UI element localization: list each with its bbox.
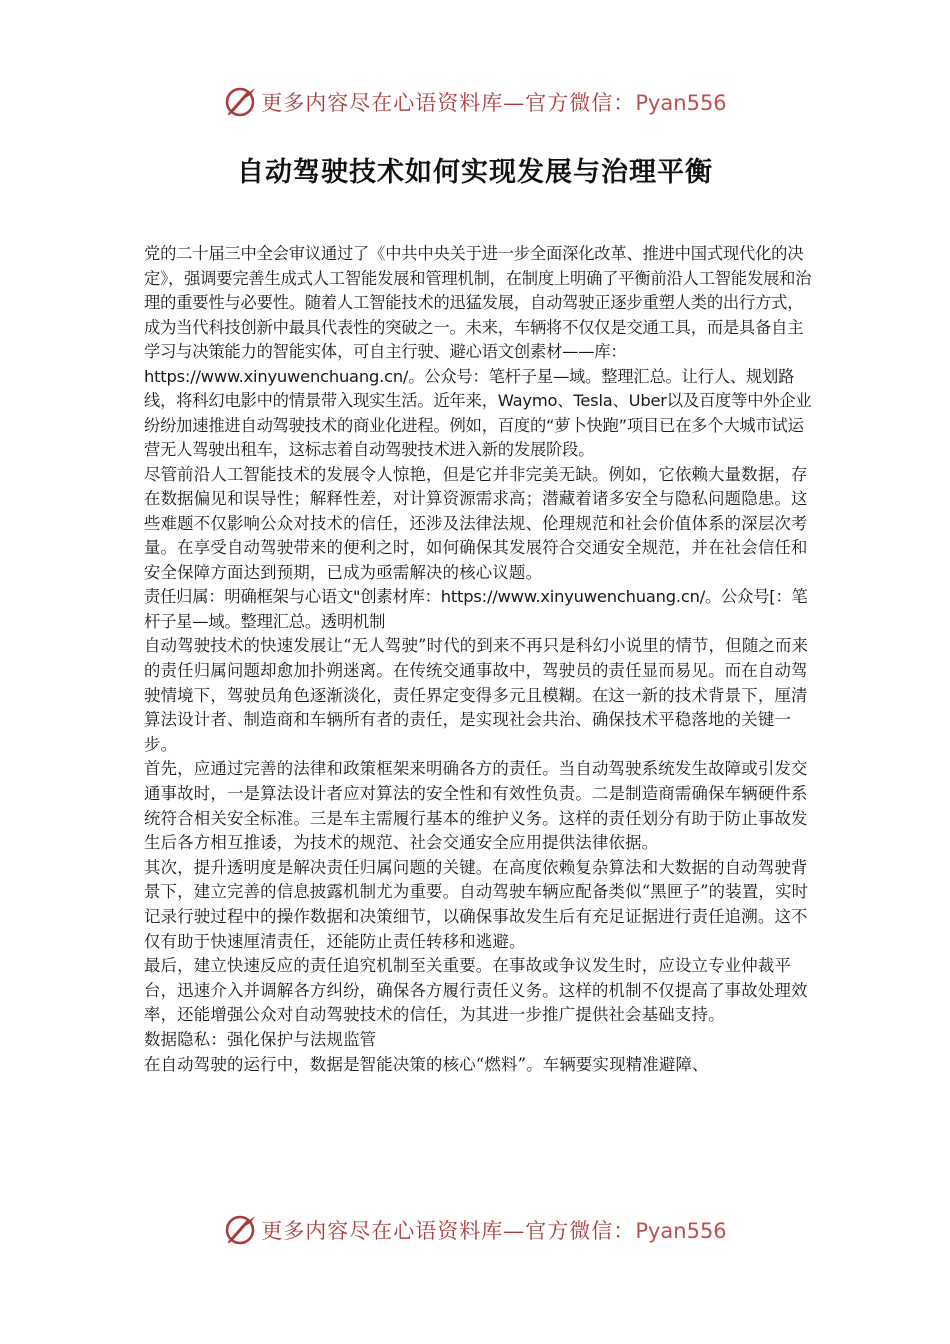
quill-logo-icon: [223, 1213, 257, 1247]
section-heading-responsibility: 责任归属：明确框架与心语文"创素材库：https://www.xinyuwenchuang.cn/。公众号[：笔杆子星—域。整理汇总。透明机制: [144, 587, 808, 631]
article-body: [144, 242, 814, 1077]
quill-logo-icon: [223, 85, 257, 119]
paragraph: 最后，建立快速反应的责任追究机制至关重要。在事故或争议发生时，应设立专业仲裁平台，迅速介入并调解各方纠纷，确保各方履行责任义务。这样的机制不仅提高了事故处理效率，还能增强公众对自动驾驶技术的信任，为其进一步推广提供社会基础支持。: [144, 956, 808, 1025]
paragraph: 首先，应通过完善的法律和政策框架来明确各方的责任。当自动驾驶系统发生故障或引发交通事故时，一是算法设计者应对算法的安全性和有效性负责。二是制造商需确保车辆硬件系统符合相关安全标准。三是车主需履行基本的维护义务。这样的责任划分有助于防止事故发生后各方相互推诿，为技术的规范、社会交通安全应用提供法律依据。: [144, 759, 808, 853]
paragraph: 在自动驾驶的运行中，数据是智能决策的核心“燃料”。车辆要实现精准避障、: [144, 1054, 709, 1074]
paragraph: 其次，提升透明度是解决责任归属问题的关键。在高度依赖复杂算法和大数据的自动驾驶背景下，建立完善的信息披露机制尤为重要。自动驾驶车辆应配备类似“黑匣子”的装置，实时记录行驶过程中的操作数据和决策细节，以确保事故发生后有充足证据进行责任追溯。这不仅有助于快速厘清责任，还能防止责任转移和逃避。: [144, 857, 809, 951]
header-watermark-banner: [0, 82, 950, 122]
paragraph: 自动驾驶技术的快速发展让“无人驾驶”时代的到来不再只是科幻小说里的情节，但随之而来的责任归属问题却愈加扑朔迷离。在传统交通事故中，驾驶员的责任显而易见。而在自动驾驶情境下，驾驶员角色逐渐淡化，责任界定变得多元且模糊。在这一新的技术背景下，厘清算法设计者、制造商和车辆所有者的责任，是实现社会共治、确保技术平稳落地的关键一步。: [144, 636, 809, 754]
paragraph-intro: 党的二十届三中全会审议通过了《中共中央关于进一步全面深化改革、推进中国式现代化的决定》，强调要完善生成式人工智能发展和管理机制，在制度上明确了平衡前沿人工智能发展和治理的重要性与必要性。随着人工智能技术的迅猛发展，自动驾驶正逐步重塑人类的出行方式，成为当代科技创新中最具代表性的突破之一。未来，车辆将不仅仅是交通工具，而是具备自主学习与决策能力的智能实体，可自主行驶、避心语文创素材——库：https://www.xinyuwenchuang.cn/。公众号：笔杆子星—域。整理汇总。让行人、规划路线，将科幻电影中的情景带入现实生活。近年来，Waymo、Tesla、Uber以及百度等中外企业纷纷加速推进自动驾驶技术的商业化进程。例如，百度的“萝卜快跑”项目已在多个大城市试运营无人驾驶出租车，这标志着自动驾驶技术进入新的发展阶段。: [144, 244, 812, 459]
section-heading-privacy: 数据隐私：强化保护与法规监管: [144, 1029, 377, 1049]
banner-text: 更多内容尽在心语资料库—官方微信：Pyan556: [261, 91, 727, 115]
banner-text: 更多内容尽在心语资料库—官方微信：Pyan556: [261, 1219, 727, 1243]
paragraph: 尽管前沿人工智能技术的发展令人惊艳，但是它并非完美无缺。例如，它依赖大量数据，存在数据偏见和误导性；解释性差，对计算资源需求高；潜藏着诸多安全与隐私问题隐患。这些难题不仅影响公众对技术的信任，还涉及法律法规、伦理规范和社会价值体系的深层次考量。在享受自动驾驶带来的便利之时，如何确保其发展符合交通安全规范，并在社会信任和安全保障方面达到预期，已成为亟需解决的核心议题。: [144, 464, 808, 582]
footer-watermark-banner: [0, 1210, 950, 1250]
article-title: 自动驾驶技术如何实现发展与治理平衡: [237, 157, 713, 188]
